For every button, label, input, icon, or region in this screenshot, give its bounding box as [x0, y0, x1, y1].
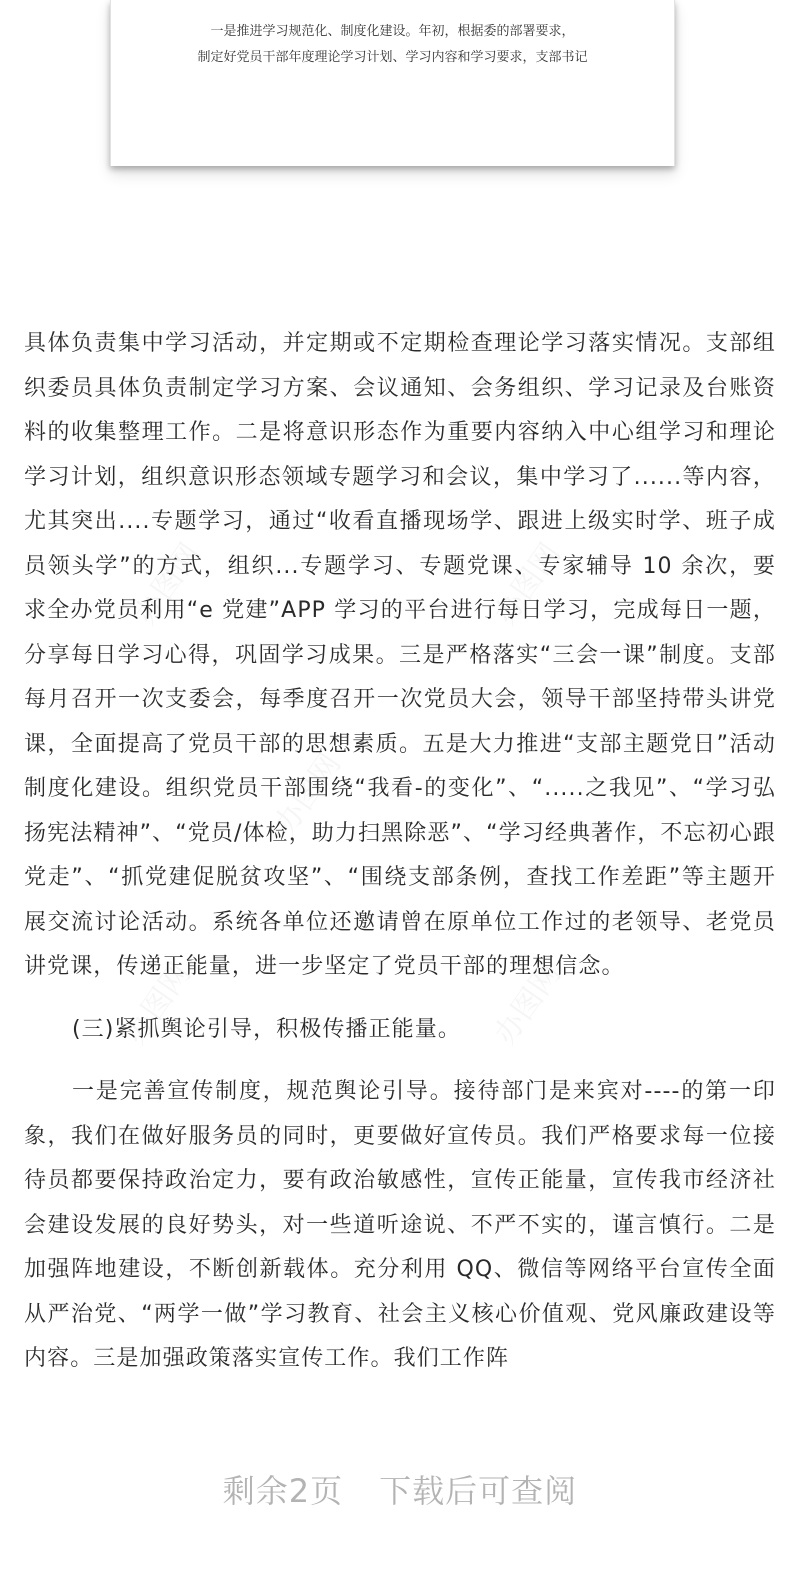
- watermark-text: 办图网: [117, 957, 199, 1051]
- preview-text-line: 制定好党员干部年度理论学习计划、学习内容和学习要求，支部书记: [197, 50, 588, 65]
- watermark-text: 办图网: [267, 747, 349, 841]
- page-preview-card: [110, 0, 675, 166]
- body-paragraph: 具体负责集中学习活动，并定期或不定期检查理论学习落实情况。支部组织委员具体负责制定学习方案、会议通知、会务组织、学习记录及台账资料的收集整理工作。二是将意识形态作为重要内容纳入中心组学习和理论学习计划，组织意识形态领域专题学习和会议，集中学习了......等内容，尤其突出....专题学习，通过“收看直播现场学、跟进上级实时学、班子成员领头学”的方式，组织...专题学习、专题党课、专家辅导 10 余次，要求全办党员利用“e 党建”APP 学习的平台进行每日学习，完成每日一题，分享每日学习心得，巩固学习成果。三是严格落实“三会一课”制度。支部每月召开一次支委会，每季度召开一次党员大会，领导干部坚持带头讲党课，全面提高了党员干部的思想素质。五是大力推进“支部主题党日”活动制度化建设。组织党员干部围绕“我看-的变化”、“.....之我见”、“学习弘扬宪法精神”、“党员/体检，助力扫黑除恶”、“学习经典著作，不忘初心跟党走”、“抓党建促脱贫攻坚”、“围绕支部条例，查找工作差距”等主题开展交流讨论活动。系统各单位还邀请曾在原单位工作过的老领导、老党员讲党课，传递正能量，进一步坚定了党员干部的理想信念。: [24, 331, 776, 979]
- watermark-text: 办图网: [487, 957, 569, 1051]
- watermark-text: 办图网: [127, 537, 209, 631]
- watermark-text: 办图网: [487, 537, 569, 631]
- document-body: [24, 322, 776, 1382]
- preview-text-line: 一是推进学习规范化、制度化建设。年初，根据委的部署要求，: [210, 24, 575, 39]
- remaining-pages-label: 剩余2页: [222, 1472, 344, 1510]
- download-hint-label: 下载后可查阅: [379, 1472, 578, 1510]
- download-prompt[interactable]: [0, 1466, 800, 1512]
- section-heading: (三)紧抓舆论引导，积极传播正能量。: [72, 1016, 461, 1042]
- body-paragraph: 一是完善宣传制度，规范舆论引导。接待部门是来宾对----的第一印象，我们在做好服务员的同时，更要做好宣传员。我们严格要求每一位接待员都要保持政治定力，要有政治敏感性，宣传正能量，宣传我市经济社会建设发展的良好势头，对一些道听途说、不严不实的，谨言慎行。二是加强阵地建设，不断创新载体。充分利用 QQ、微信等网络平台宣传全面从严治党、“两学一做”学习教育、社会主义核心价值观、党风廉政建设等内容。三是加强政策落实宣传工作。我们工作阵: [24, 1079, 776, 1371]
